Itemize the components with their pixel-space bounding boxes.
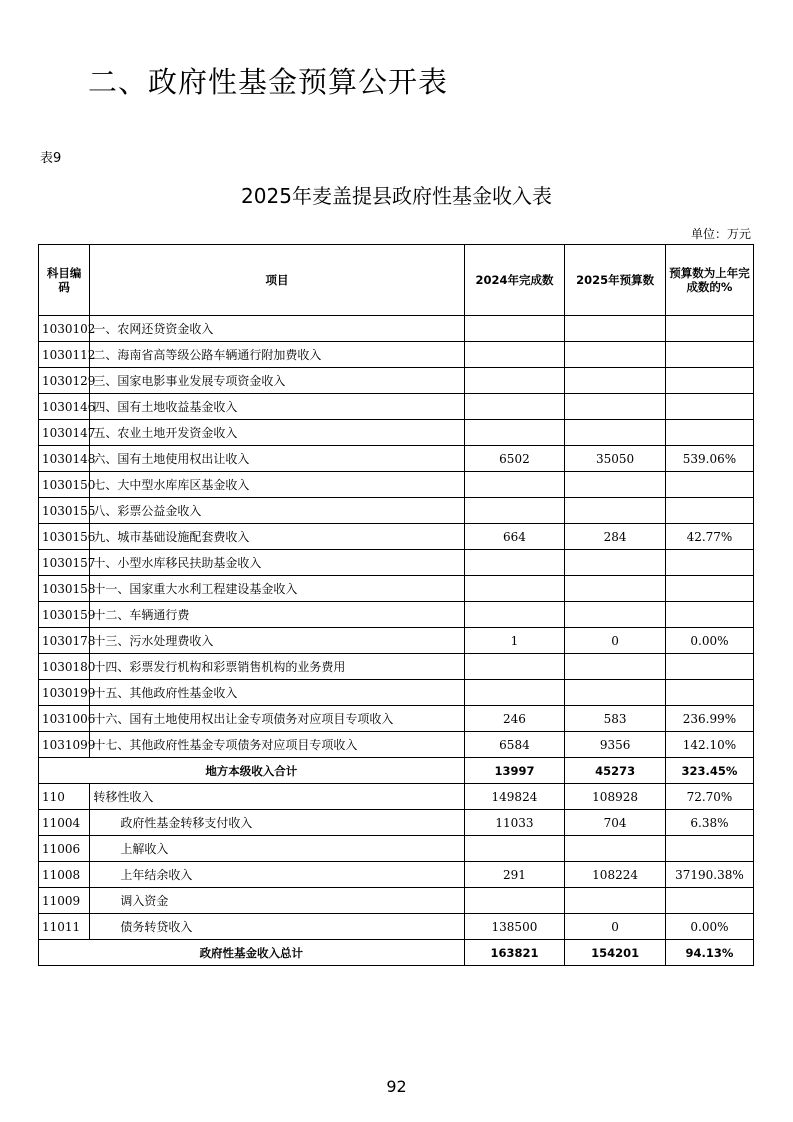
cell-2025-budget bbox=[565, 498, 666, 524]
total-2025-budget: 45273 bbox=[565, 758, 666, 784]
total-ratio: 94.13% bbox=[665, 940, 753, 966]
cell-name: 四、国有土地收益基金收入 bbox=[90, 394, 464, 420]
cell-2025-budget bbox=[565, 680, 666, 706]
cell-name: 十六、国有土地使用权出让金专项债务对应项目专项收入 bbox=[90, 706, 464, 732]
table-row bbox=[39, 472, 754, 498]
table-row bbox=[39, 680, 754, 706]
cell-name: 债务转贷收入 bbox=[90, 914, 464, 940]
table-row bbox=[39, 810, 754, 836]
cell-name: 转移性收入 bbox=[90, 784, 464, 810]
cell-2024-actual bbox=[464, 654, 565, 680]
cell-name: 五、农业土地开发资金收入 bbox=[90, 420, 464, 446]
cell-ratio bbox=[665, 680, 753, 706]
table-row bbox=[39, 628, 754, 654]
cell-2024-actual bbox=[464, 420, 565, 446]
table-row bbox=[39, 498, 754, 524]
cell-code: 1030180 bbox=[39, 654, 90, 680]
cell-name: 十四、彩票发行机构和彩票销售机构的业务费用 bbox=[90, 654, 464, 680]
cell-2024-actual bbox=[464, 602, 565, 628]
cell-2024-actual: 6502 bbox=[464, 446, 565, 472]
table-row bbox=[39, 446, 754, 472]
table-row bbox=[39, 914, 754, 940]
cell-2024-actual bbox=[464, 680, 565, 706]
cell-2025-budget: 284 bbox=[565, 524, 666, 550]
cell-code: 1030129 bbox=[39, 368, 90, 394]
cell-name: 十三、污水处理费收入 bbox=[90, 628, 464, 654]
cell-ratio: 0.00% bbox=[665, 914, 753, 940]
total-2024-actual: 13997 bbox=[464, 758, 565, 784]
cell-2025-budget bbox=[565, 888, 666, 914]
cell-code: 1031006 bbox=[39, 706, 90, 732]
cell-name: 二、海南省高等级公路车辆通行附加费收入 bbox=[90, 342, 464, 368]
table-row bbox=[39, 862, 754, 888]
table-row bbox=[39, 576, 754, 602]
cell-2024-actual: 291 bbox=[464, 862, 565, 888]
table-row bbox=[39, 524, 754, 550]
header-2025-budget: 2025年预算数 bbox=[565, 245, 666, 316]
table-row bbox=[39, 654, 754, 680]
cell-ratio bbox=[665, 888, 753, 914]
cell-2024-actual bbox=[464, 394, 565, 420]
cell-2025-budget bbox=[565, 316, 666, 342]
cell-2024-actual: 6584 bbox=[464, 732, 565, 758]
fund-revenue-table bbox=[38, 244, 754, 966]
cell-2024-actual bbox=[464, 836, 565, 862]
cell-ratio bbox=[665, 576, 753, 602]
page-heading: 二、政府性基金预算公开表 bbox=[88, 65, 449, 99]
table-row bbox=[39, 836, 754, 862]
cell-code: 1030155 bbox=[39, 498, 90, 524]
cell-code: 1030102 bbox=[39, 316, 90, 342]
cell-name: 十二、车辆通行费 bbox=[90, 602, 464, 628]
cell-name: 七、大中型水库库区基金收入 bbox=[90, 472, 464, 498]
cell-ratio bbox=[665, 316, 753, 342]
table-row bbox=[39, 888, 754, 914]
cell-2025-budget: 9356 bbox=[565, 732, 666, 758]
cell-ratio: 142.10% bbox=[665, 732, 753, 758]
cell-ratio bbox=[665, 394, 753, 420]
cell-code: 1030158 bbox=[39, 576, 90, 602]
cell-ratio: 236.99% bbox=[665, 706, 753, 732]
cell-name: 十、小型水库移民扶助基金收入 bbox=[90, 550, 464, 576]
cell-name: 十一、国家重大水利工程建设基金收入 bbox=[90, 576, 464, 602]
cell-name: 十五、其他政府性基金收入 bbox=[90, 680, 464, 706]
cell-2025-budget bbox=[565, 576, 666, 602]
table-row bbox=[39, 706, 754, 732]
cell-2024-actual bbox=[464, 316, 565, 342]
cell-name: 一、农网还贷资金收入 bbox=[90, 316, 464, 342]
total-2025-budget: 154201 bbox=[565, 940, 666, 966]
cell-ratio: 37190.38% bbox=[665, 862, 753, 888]
cell-code: 1030150 bbox=[39, 472, 90, 498]
table-row bbox=[39, 602, 754, 628]
cell-2024-actual bbox=[464, 472, 565, 498]
cell-ratio: 42.77% bbox=[665, 524, 753, 550]
cell-2025-budget: 704 bbox=[565, 810, 666, 836]
cell-name: 九、城市基础设施配套费收入 bbox=[90, 524, 464, 550]
cell-2025-budget bbox=[565, 420, 666, 446]
cell-ratio bbox=[665, 654, 753, 680]
table-body bbox=[39, 316, 754, 966]
total-2024-actual: 163821 bbox=[464, 940, 565, 966]
cell-ratio bbox=[665, 342, 753, 368]
cell-ratio bbox=[665, 420, 753, 446]
cell-code: 11004 bbox=[39, 810, 90, 836]
cell-name: 政府性基金转移支付收入 bbox=[90, 810, 464, 836]
cell-2024-actual bbox=[464, 888, 565, 914]
cell-2025-budget: 108928 bbox=[565, 784, 666, 810]
table-row bbox=[39, 394, 754, 420]
header-name: 项目 bbox=[90, 245, 464, 316]
cell-ratio: 539.06% bbox=[665, 446, 753, 472]
total-label: 政府性基金收入总计 bbox=[39, 940, 465, 966]
cell-2024-actual bbox=[464, 368, 565, 394]
header-2024-actual: 2024年完成数 bbox=[464, 245, 565, 316]
cell-code: 11008 bbox=[39, 862, 90, 888]
cell-code: 1031099 bbox=[39, 732, 90, 758]
cell-code: 1030178 bbox=[39, 628, 90, 654]
unit-label: 单位：万元 bbox=[690, 227, 751, 241]
cell-2024-actual bbox=[464, 342, 565, 368]
cell-2024-actual bbox=[464, 498, 565, 524]
table-row bbox=[39, 420, 754, 446]
cell-ratio bbox=[665, 472, 753, 498]
cell-2024-actual: 1 bbox=[464, 628, 565, 654]
cell-code: 1030112 bbox=[39, 342, 90, 368]
cell-code: 1030159 bbox=[39, 602, 90, 628]
cell-2025-budget bbox=[565, 368, 666, 394]
total-label: 地方本级收入合计 bbox=[39, 758, 465, 784]
cell-name: 上年结余收入 bbox=[90, 862, 464, 888]
cell-2024-actual: 664 bbox=[464, 524, 565, 550]
cell-ratio bbox=[665, 602, 753, 628]
table-header-row bbox=[39, 245, 754, 316]
cell-ratio bbox=[665, 498, 753, 524]
table-row bbox=[39, 342, 754, 368]
cell-2025-budget bbox=[565, 472, 666, 498]
grand-total-row bbox=[39, 940, 754, 966]
cell-2025-budget: 35050 bbox=[565, 446, 666, 472]
total-ratio: 323.45% bbox=[665, 758, 753, 784]
header-code: 科目编码 bbox=[39, 245, 90, 316]
cell-2025-budget bbox=[565, 654, 666, 680]
cell-code: 11009 bbox=[39, 888, 90, 914]
cell-code: 1030147 bbox=[39, 420, 90, 446]
cell-2025-budget: 108224 bbox=[565, 862, 666, 888]
cell-name: 调入资金 bbox=[90, 888, 464, 914]
cell-ratio: 6.38% bbox=[665, 810, 753, 836]
cell-code: 1030156 bbox=[39, 524, 90, 550]
cell-ratio bbox=[665, 836, 753, 862]
cell-2025-budget: 0 bbox=[565, 628, 666, 654]
cell-2024-actual: 149824 bbox=[464, 784, 565, 810]
cell-2025-budget: 0 bbox=[565, 914, 666, 940]
cell-ratio: 0.00% bbox=[665, 628, 753, 654]
cell-ratio bbox=[665, 368, 753, 394]
cell-2024-actual: 11033 bbox=[464, 810, 565, 836]
cell-name: 六、国有土地使用权出让收入 bbox=[90, 446, 464, 472]
cell-2025-budget: 583 bbox=[565, 706, 666, 732]
cell-name: 十七、其他政府性基金专项债务对应项目专项收入 bbox=[90, 732, 464, 758]
cell-code: 1030157 bbox=[39, 550, 90, 576]
cell-2024-actual: 138500 bbox=[464, 914, 565, 940]
table-row bbox=[39, 368, 754, 394]
table-number: 表9 bbox=[40, 151, 62, 166]
cell-2025-budget bbox=[565, 836, 666, 862]
cell-code: 11006 bbox=[39, 836, 90, 862]
cell-2025-budget bbox=[565, 550, 666, 576]
table-row bbox=[39, 550, 754, 576]
table-title: 2025年麦盖提县政府性基金收入表 bbox=[241, 184, 552, 208]
cell-code: 1030146 bbox=[39, 394, 90, 420]
page-number: 92 bbox=[386, 1077, 407, 1096]
local-total-row bbox=[39, 758, 754, 784]
cell-2025-budget bbox=[565, 394, 666, 420]
cell-2025-budget bbox=[565, 342, 666, 368]
cell-ratio: 72.70% bbox=[665, 784, 753, 810]
table-row bbox=[39, 732, 754, 758]
table-row bbox=[39, 784, 754, 810]
cell-2024-actual bbox=[464, 550, 565, 576]
cell-ratio bbox=[665, 550, 753, 576]
cell-code: 110 bbox=[39, 784, 90, 810]
table-row bbox=[39, 316, 754, 342]
cell-code: 1030199 bbox=[39, 680, 90, 706]
cell-name: 上解收入 bbox=[90, 836, 464, 862]
cell-code: 1030148 bbox=[39, 446, 90, 472]
cell-code: 11011 bbox=[39, 914, 90, 940]
header-ratio: 预算数为上年完成数的% bbox=[665, 245, 753, 316]
cell-name: 八、彩票公益金收入 bbox=[90, 498, 464, 524]
cell-2025-budget bbox=[565, 602, 666, 628]
cell-2024-actual: 246 bbox=[464, 706, 565, 732]
cell-2024-actual bbox=[464, 576, 565, 602]
cell-name: 三、国家电影事业发展专项资金收入 bbox=[90, 368, 464, 394]
